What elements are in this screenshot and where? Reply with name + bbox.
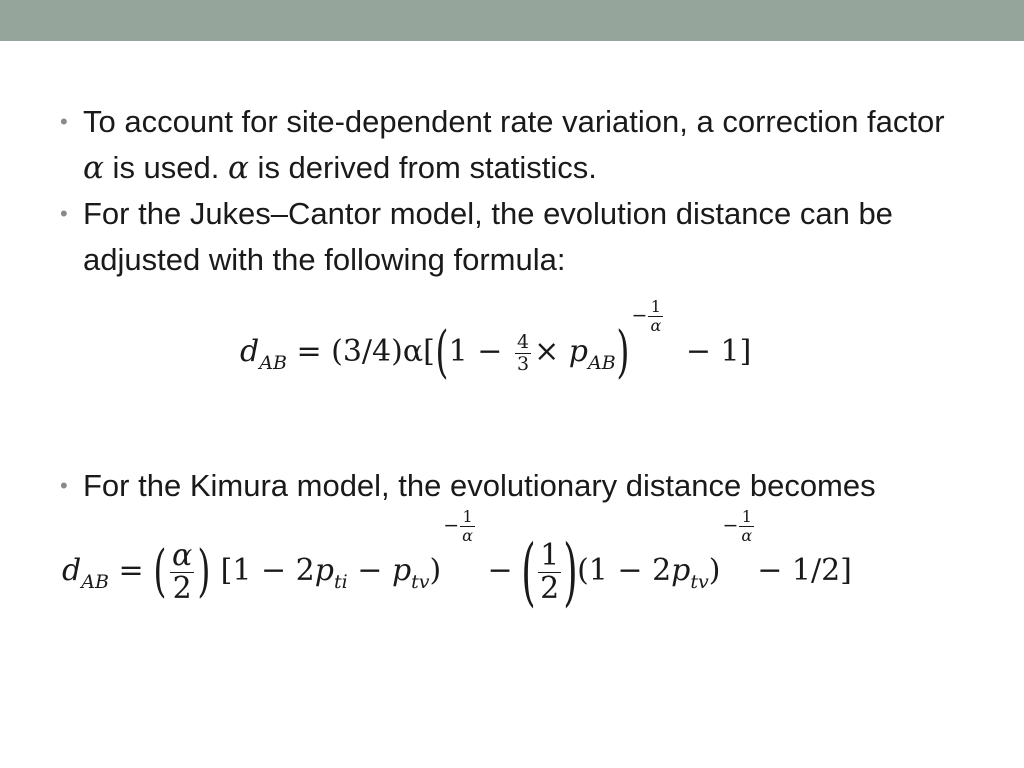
formula2-exponent1-sign: − (443, 514, 460, 537)
formula2-close-paren-1: ) (429, 553, 442, 588)
formula1-fraction (515, 330, 531, 375)
formula1-p: p (568, 334, 588, 369)
alpha-symbol: α (228, 150, 249, 186)
formula1-times: × (534, 334, 560, 369)
formula2-exponent1-fraction (460, 509, 475, 544)
formula2-d: d (62, 553, 82, 588)
bullet-correction-factor (60, 99, 960, 191)
formula2-p-tv: p (391, 553, 412, 588)
formula2-exponent2-numerator: 1 (741, 507, 752, 526)
formula1-equals: = (296, 334, 322, 369)
formula2-exponent1-numerator: 1 (462, 507, 473, 526)
formula2-right-paren-1: ) (197, 539, 211, 604)
formula1-left-paren: ( (435, 320, 449, 385)
formula2-d-subscript: AB (81, 571, 109, 593)
formula2-fraction2-numerator: 1 (540, 537, 560, 573)
formula1-exponent-denominator: α (650, 316, 662, 335)
formula2-equals: = (118, 553, 144, 588)
formula2-fraction-one-half (538, 537, 561, 606)
formula2-exponent2-denominator: α (741, 526, 753, 545)
formula1-right-paren: ) (616, 320, 630, 385)
formula2-right-paren-2: ) (563, 529, 578, 615)
formula1-d-subscript: AB (259, 352, 287, 374)
formula2-p-tv-2-subscript: tv (690, 571, 709, 593)
formula2-minus-1: − (357, 553, 383, 588)
formula1-tail: − 1] (685, 334, 752, 369)
bullet-list-bottom (60, 463, 960, 509)
bullet-text-1b: is used. (103, 150, 228, 185)
formula2-p-ti: p (314, 553, 334, 588)
formula1-p-subscript: AB (587, 352, 616, 374)
header-bar (0, 0, 1024, 41)
formula1-coefficient: (3/4)α[ (331, 334, 435, 369)
formula1-fraction-numerator: 4 (516, 330, 530, 353)
jukes-cantor-formula (240, 297, 752, 385)
formula2-exponent1-denominator: α (462, 526, 473, 545)
formula2-exponent2-sign: − (722, 514, 739, 537)
bullet-kimura (60, 463, 960, 509)
formula1-exponent-numerator: 1 (650, 297, 661, 316)
formula2-fraction-alpha-over-2 (170, 537, 194, 606)
formula2-left-paren-2: ( (521, 529, 536, 615)
bullet-text-2: For the Jukes–Cantor model, the evolution distance can be adjusted with the following formula: (83, 196, 893, 277)
alpha-symbol: α (83, 150, 104, 186)
formula2-bracket-open: [1 − 2 (220, 553, 315, 588)
formula2-exponent-1 (443, 509, 478, 544)
bullet-list-top (60, 99, 960, 283)
bullet-text-3: For the Kimura model, the evolutionary distance becomes (83, 468, 876, 503)
formula2-exponent-2 (722, 509, 757, 544)
bullet-icon: • (60, 109, 68, 134)
bullet-text-1a: To account for site-dependent rate variation, a correction factor (83, 104, 945, 139)
bullet-text-1c: is derived from statistics. (248, 150, 597, 185)
formula2-p-tv-subscript: tv (411, 571, 430, 593)
bullet-icon: • (60, 201, 68, 226)
formula2-paren-open: (1 − 2 (577, 553, 672, 588)
formula2-left-paren-1: ( (153, 539, 167, 604)
bullet-jukes-cantor (60, 191, 960, 283)
formula1-minus: − (477, 334, 503, 369)
formula2-tail: − 1/2] (757, 553, 852, 588)
formula2-minus-2: − (487, 553, 513, 588)
formula2-fraction2-denominator: 2 (540, 570, 560, 606)
formula2-fraction1-numerator: α (172, 537, 193, 573)
formula1-exponent-fraction (648, 299, 663, 334)
formula2-exponent2-fraction (739, 509, 754, 544)
formula1-fraction-denominator: 3 (516, 352, 530, 375)
formula2-p-tv-2: p (671, 553, 691, 588)
bullet-icon: • (60, 473, 68, 498)
formula2-close-paren-2: ) (708, 553, 721, 588)
formula2-fraction1-denominator: 2 (170, 572, 194, 604)
kimura-formula (62, 507, 852, 615)
formula1-exponent (632, 299, 667, 334)
formula1-one: 1 (448, 334, 468, 369)
formula1-d: d (240, 334, 260, 369)
formula2-p-ti-subscript: ti (333, 571, 348, 593)
formula1-exponent-sign: − (631, 304, 648, 327)
